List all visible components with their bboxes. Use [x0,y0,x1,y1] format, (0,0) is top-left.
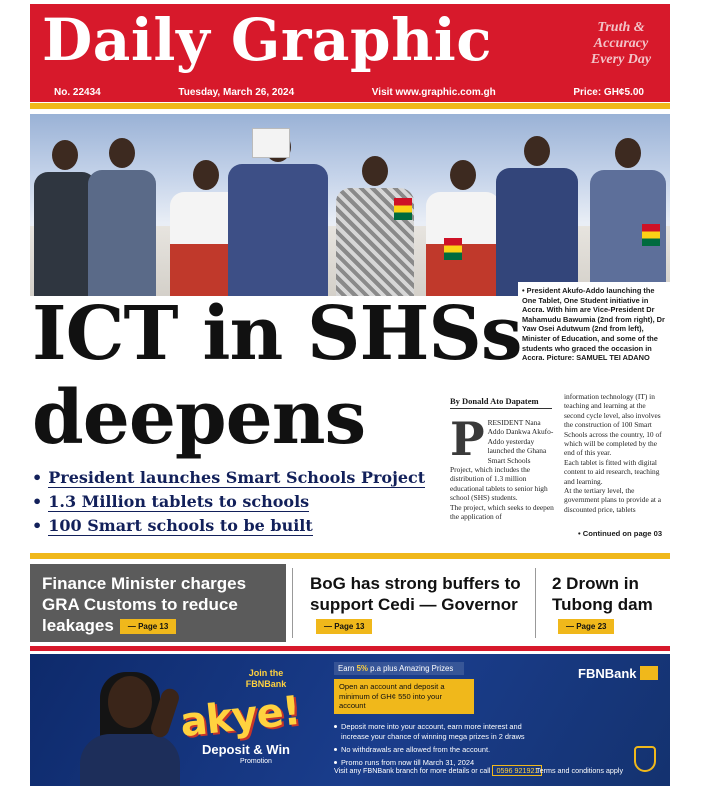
person-head [193,160,219,190]
ad-points-list [334,722,546,768]
person-body [496,168,578,296]
bullet-icon: • [32,492,43,511]
ad-promotion-label: Promotion [240,758,272,765]
ghana-flag-icon [642,224,660,246]
website-link[interactable]: Visit www.graphic.com.gh [371,86,496,98]
page-reference: — Page 23 [558,619,614,634]
person-head [109,138,135,168]
story-teaser-bog[interactable] [298,564,530,642]
raised-tablet [252,128,290,158]
lead-headline-line-2: deepens [32,375,366,461]
bullet-icon: • [32,516,43,535]
ad-point: Promo runs from now till March 31, 2024 [334,758,546,768]
lead-bullet: • 1.3 Million tablets to schools [32,492,310,511]
bullet-icon: • [32,468,43,487]
issue-number: No. 22434 [54,86,101,98]
person-head [362,156,388,186]
drop-cap: P [450,412,485,466]
masthead [30,4,670,102]
story-teaser-drown[interactable] [540,564,670,642]
ad-contact: Visit any FBNBank branch for more details or call 0596 921921 [334,766,542,775]
fbnbank-advertisement[interactable] [30,654,670,786]
ad-divider [30,646,670,651]
story-title: 2 Drown in Tubong dam— Page 23 [552,573,670,636]
person-figure [34,140,96,296]
story-separator [535,568,536,638]
person-figure [88,138,156,296]
ad-join-text: Join the FBNBank [245,668,287,689]
person-figure [590,138,666,296]
ad-model-head [108,676,152,728]
ghana-flag-icon [394,198,412,220]
page-reference: — Page 13 [120,619,176,634]
article-column-2: information technology (IT) in teaching and learning at the second cycle level, also involves the construction of 100 Smart Schools across the country, 10 of which will be completed by the end of this year. Each tablet is fitted with digital content to aid research, teaching and learning. At the tertiary level, the government plans to provide at a discounted price, tablets [564,392,662,514]
photo-caption: • President Akufo-Addo launching the One Tablet, One Student initiative in Accra. With him are Vice-President Dr Mahamudu Bawumia (2nd from right), Dr Yaw Osei Adutwum (2nd from left), Minister of Education, and some of the students who graced the occasion in Accra. Picture: SAMUEL TEI ADANO [518,282,670,367]
person-figure [496,136,578,296]
fbnbank-logo: FBNBank [578,666,658,681]
story-title: Finance Minister charges GRA Customs to reduce leakages — Page 13 [42,574,247,635]
lead-bullet: • President launches Smart Schools Project [32,468,426,487]
ad-terms: Terms and conditions apply [536,766,624,775]
article-column-1 [450,412,554,522]
ghana-flag-icon [444,238,462,260]
stories-divider [30,553,670,559]
ad-point: Deposit more into your account, earn more interest and increase your chance of winning mega prizes in 2 draws [334,722,546,742]
person-head [524,136,550,166]
story-teaser-finance[interactable] [30,564,286,642]
masthead-divider [30,103,670,109]
issue-date: Tuesday, March 26, 2024 [178,86,295,98]
article-column-1-text: RESIDENT Nana Addo Dankwa Akufo-Addo yesterday launched the Ghana Smart Schools Project, which includes the distribution of 1.3 million educational tablets to senior high school (SHS) students. The project, which seeks to deepen the application of [450,418,554,522]
ad-point: No withdrawals are allowed from the account. [334,745,546,755]
ad-model-torso [80,734,180,786]
ad-phone-number[interactable]: 0596 921921 [492,765,542,776]
fbnbank-logo-icon [640,666,658,680]
story-title: BoG has strong buffers to support Cedi — Governor— Page 13 [310,573,530,636]
lead-bullets [32,466,442,538]
person-body [88,170,156,296]
article-byline: By Donald Ato Dapatem [450,396,552,409]
ad-deposit-win: Deposit & Win [202,742,290,757]
page-reference: — Page 13 [316,619,372,634]
ad-open-account: Open an account and deposit a minimum of GH¢ 550 into your account [334,679,474,714]
person-body [228,164,328,296]
ad-info-panel [334,662,546,771]
newspaper-title: Daily Graphic [42,6,493,74]
ad-model-figure [72,668,182,786]
person-figure [336,156,414,296]
person-body [34,172,96,296]
person-head [615,138,641,168]
masthead-info-bar [30,82,670,102]
ad-akye-logo: akye! [177,687,303,747]
story-separator [292,568,293,638]
ad-prize-line: Earn 5% p.a plus Amazing Prizes [334,662,464,675]
crest-icon [634,746,656,772]
price: Price: GH¢5.00 [573,86,644,98]
person-body [426,192,500,296]
person-head [450,160,476,190]
lead-bullet: • 100 Smart schools to be built [32,516,313,535]
lead-photo [30,114,670,296]
person-head [52,140,78,170]
continued-link[interactable]: • Continued on page 03 [578,529,663,538]
lead-headline-line-1: ICT in SHSs [32,291,522,377]
person-figure [426,160,500,296]
masthead-tagline: Truth & Accuracy Every Day [590,20,652,67]
